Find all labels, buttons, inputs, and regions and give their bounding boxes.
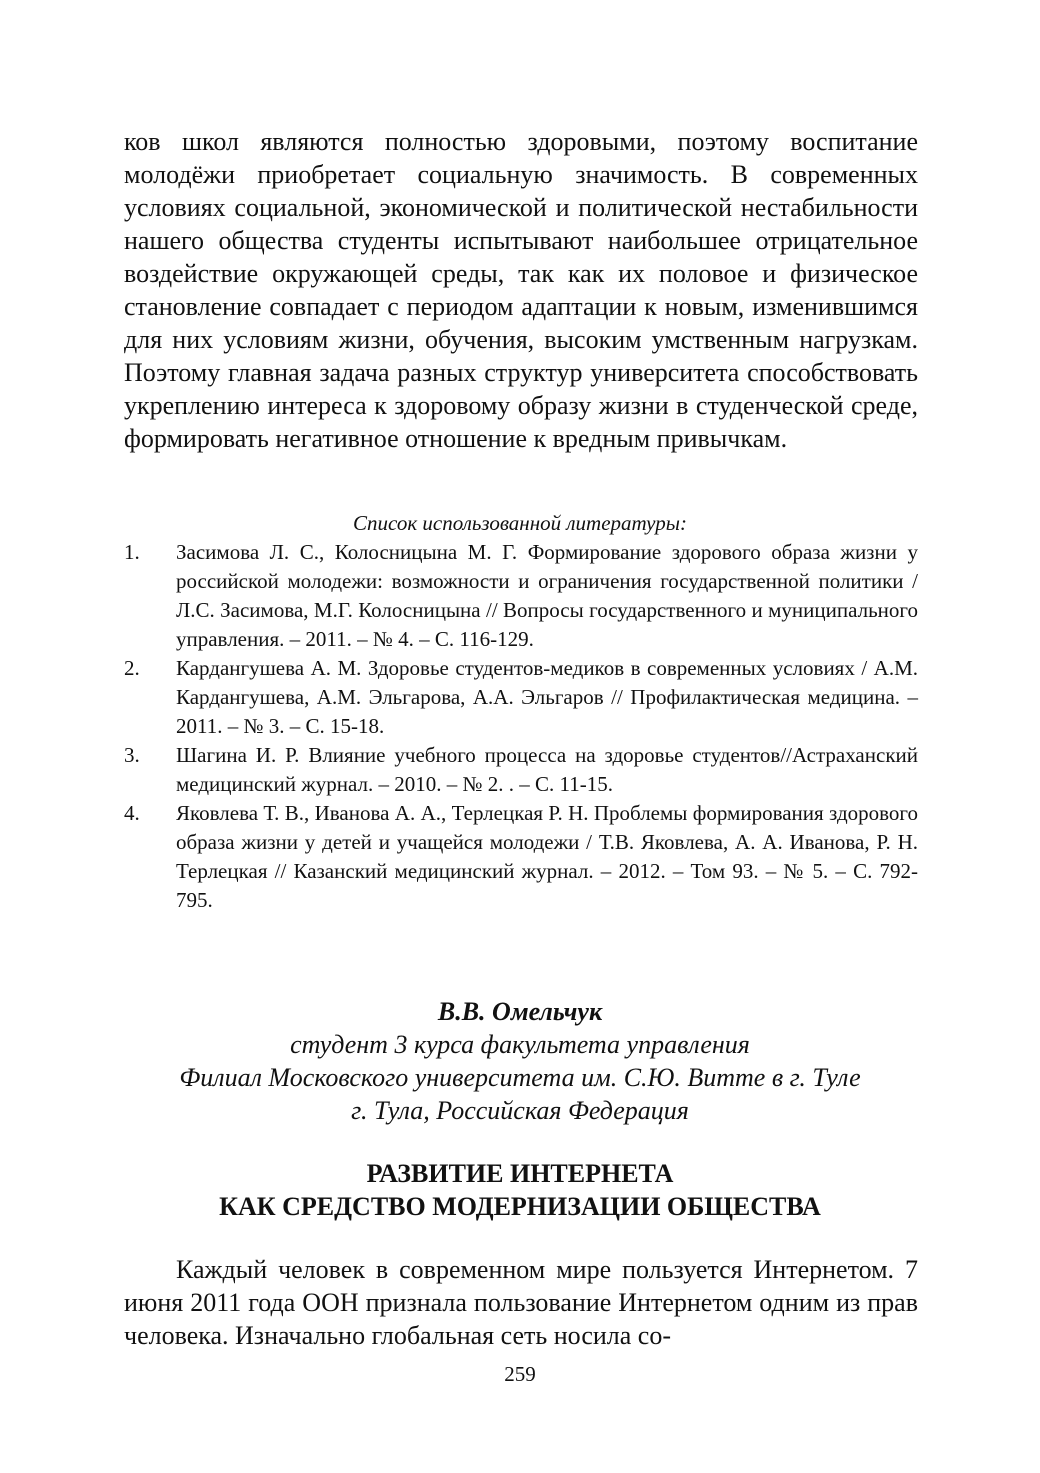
reference-number: 4. (124, 801, 140, 825)
reference-item (124, 741, 918, 799)
reference-text: Шагина И. Р. Влияние учебного процесса на здоровье студентов//Астраханский медицинский журнал. – 2010. – № 2. . – С. 11-15. (176, 743, 918, 796)
reference-text: Кардангушева А. М. Здоровье студентов-медиков в современных условиях / А.М. Кардангушева, А.М. Эльгарова, А.А. Эльгаров // Профилактическая медицина. – 2011. – № 3. – С. 15-18. (176, 656, 918, 738)
author-location: г. Тула, Российская Федерация (351, 1096, 689, 1125)
reference-text: Засимова Л. С., Колосницына М. Г. Формирование здорового образа жизни у российской молодежи: возможности и ограничения государственной политики / Л.С. Засимова, М.Г. Колосницына // Вопросы государственного и муниципального управления. – 2011. – № 4. – С. 116-129. (176, 540, 918, 651)
article-title-line: КАК СРЕДСТВО МОДЕРНИЗАЦИИ ОБЩЕСТВА (219, 1192, 821, 1221)
reference-number: 1. (124, 540, 140, 564)
reference-number: 3. (124, 743, 140, 767)
page-number: 259 (504, 1362, 536, 1386)
references-list (124, 538, 918, 915)
author-block (0, 995, 1040, 1127)
reference-item (124, 538, 918, 654)
reference-text: Яковлева Т. В., Иванова А. А., Терлецкая Р. Н. Проблемы формирования здорового образа жизни у детей и учащейся молодежи / Т.В. Яковлева, А. А. Иванова, Р. Н. Терлецкая // Казанский медицинский журнал. – 2012. – Том 93. – № 5. – С. 792-795. (176, 801, 918, 912)
author-name: В.В. Омельчук (437, 997, 603, 1026)
reference-item (124, 654, 918, 741)
article-title (0, 1157, 1040, 1223)
references-heading: Список использованной литературы: (353, 511, 687, 535)
article-first-paragraph: Каждый человек в современном мире пользуется Интернетом. 7 июня 2011 года ООН признала пользование Интернетом одним из прав человека. Изначально глобальная сеть носила со- (124, 1255, 918, 1350)
author-affiliation: Филиал Московского университета им. С.Ю. Витте в г. Туле (179, 1063, 861, 1092)
reference-item (124, 799, 918, 915)
reference-number: 2. (124, 656, 140, 680)
author-position: студент 3 курса факультета управления (290, 1030, 750, 1059)
article-title-line: РАЗВИТИЕ ИНТЕРНЕТА (366, 1159, 674, 1188)
intro-paragraph: ков школ являются полностью здоровыми, поэтому воспитание молодёжи приобретает социальную значимость. В современных условиях социальной, экономической и политической нестабильности нашего общества студенты испытывают наибольшее отрицательное воздействие окружающей среды, так как их половое и физическое становление совпадает с периодом адаптации к новым, изменившимся для них условиям жизни, обучения, высоким умственным нагрузкам. Поэтому главная задача разных структур университета способствовать укреплению интереса к здоровому образу жизни в студенческой среде, формировать негативное отношение к вредным привычкам. (124, 127, 918, 453)
